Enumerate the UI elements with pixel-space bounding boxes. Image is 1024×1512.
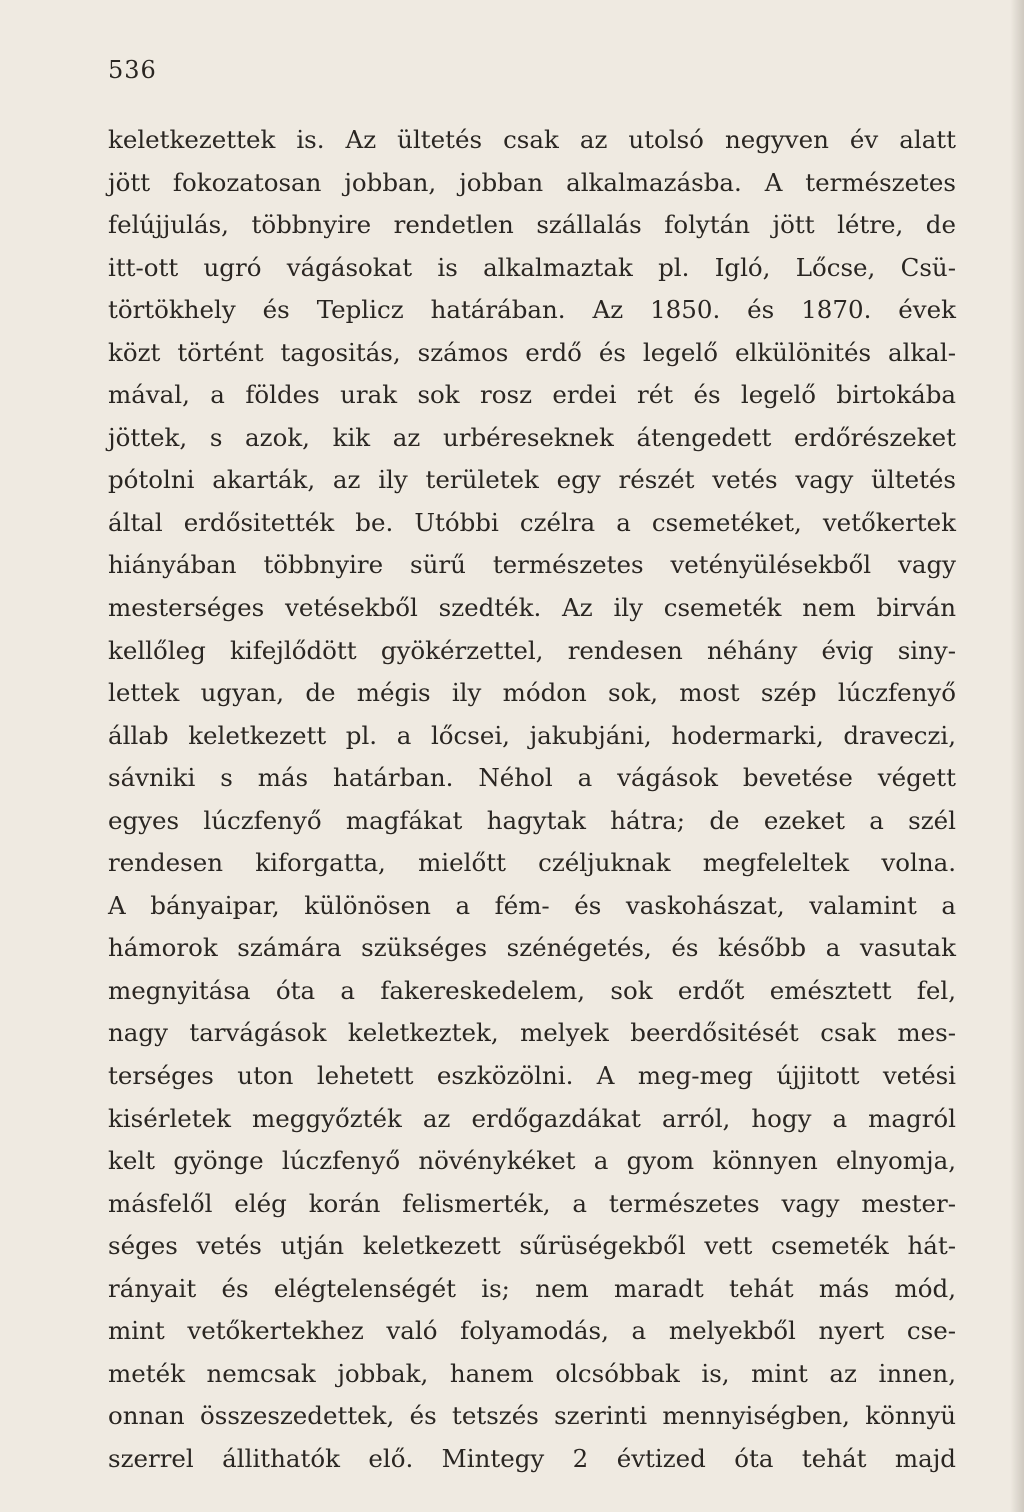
text-line: törtökhely és Teplicz határában. Az 1850. és 1870. évek: [108, 295, 956, 325]
text-line: itt-ott ugró vágásokat is alkalmaztak pl. Igló, Lőcse, Csü-: [108, 252, 956, 282]
body-text: [108, 119, 956, 1481]
text-line: onnan összeszedettek, és tetszés szerinti mennyiségben, könnyü: [108, 1401, 956, 1431]
text-line: másfelől elég korán felismerték, a természetes vagy mester-: [108, 1188, 956, 1218]
text-line: mint vetőkertekhez való folyamodás, a melyekből nyert cse-: [108, 1316, 956, 1346]
text-line: A bányaipar, különösen a fém- és vaskohászat, valamint a: [108, 890, 956, 920]
text-line: megnyitása óta a fakereskedelem, sok erdőt emésztett fel,: [108, 975, 956, 1005]
page-number: 536: [108, 56, 157, 84]
text-line: egyes lúczfenyő magfákat hagytak hátra; de ezeket a szél: [108, 805, 956, 835]
text-line: meték nemcsak jobbak, hanem olcsóbbak is, mint az innen,: [108, 1358, 956, 1388]
page-edge-shadow: [1010, 0, 1024, 1512]
text-line: pótolni akarták, az ily területek egy részét vetés vagy ültetés: [108, 465, 956, 495]
text-line: keletkezettek is. Az ültetés csak az utolsó negyven év alatt: [108, 125, 956, 154]
text-line: mesterséges vetésekből szedték. Az ily csemeték nem birván: [108, 593, 956, 623]
text-line: terséges uton lehetett eszközölni. A meg-meg újjitott vetési: [108, 1061, 956, 1091]
text-line: jöttek, s azok, kik az urbéreseknek átengedett erdőrészeket: [108, 422, 956, 452]
text-line: szerrel állithatók elő. Mintegy 2 évtized óta tehát majd: [108, 1443, 956, 1473]
text-line: hámorok számára szükséges szénégetés, és később a vasutak: [108, 933, 956, 963]
text-line: hiányában többnyire sürű természetes vetényülésekből vagy: [108, 550, 956, 580]
text-line: rendesen kiforgatta, mielőtt czéljuknak megfeleltek volna.: [108, 848, 956, 878]
text-line: sávniki s más határban. Néhol a vágások bevetése végett: [108, 763, 956, 793]
text-line: nagy tarvágások keletkeztek, melyek beerdősitését csak mes-: [108, 1018, 956, 1048]
text-line: által erdősitették be. Utóbbi czélra a csemetéket, vetőkertek: [108, 507, 956, 537]
text-line: állab keletkezett pl. a lőcsei, jakubjáni, hodermarki, draveczi,: [108, 720, 956, 750]
text-line: kisérletek meggyőzték az erdőgazdákat arról, hogy a magról: [108, 1103, 956, 1133]
text-line: rányait és elégtelenségét is; nem maradt tehát más mód,: [108, 1273, 956, 1303]
text-line: kellőleg kifejlődött gyökérzettel, rendesen néhány évig siny-: [108, 635, 956, 665]
text-line: mával, a földes urak sok rosz erdei rét és legelő birtokába: [108, 380, 956, 410]
text-line: közt történt tagositás, számos erdő és legelő elkülönités alkal-: [108, 337, 956, 367]
text-line: jött fokozatosan jobban, jobban alkalmazásba. A természetes: [108, 167, 956, 197]
text-line: felújjulás, többnyire rendetlen szállalás folytán jött létre, de: [108, 210, 956, 240]
text-line: séges vetés utján keletkezett sűrüségekből vett csemeték hát-: [108, 1231, 956, 1261]
text-line: lettek ugyan, de mégis ily módon sok, most szép lúczfenyő: [108, 678, 956, 708]
text-line: kelt gyönge lúczfenyő növénykéket a gyom könnyen elnyomja,: [108, 1146, 956, 1176]
